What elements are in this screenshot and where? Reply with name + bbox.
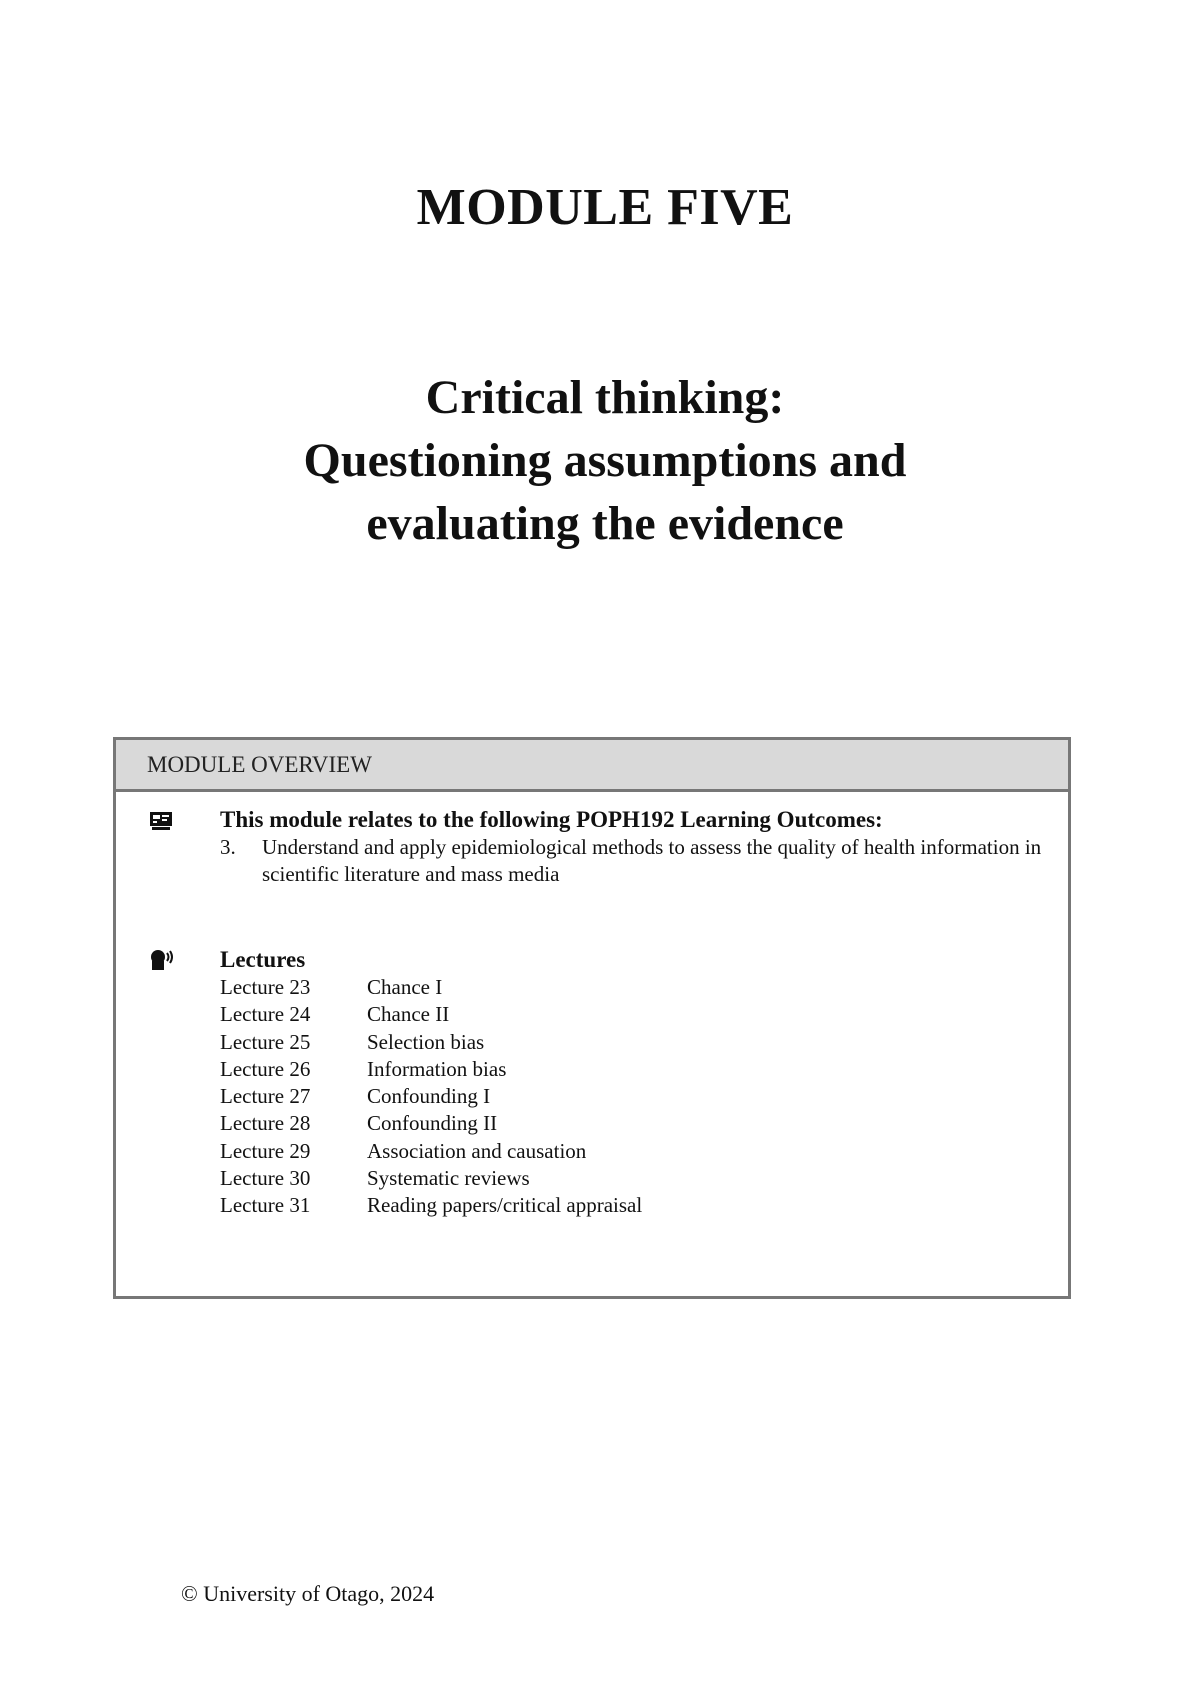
lecture-topic: Selection bias bbox=[367, 1029, 485, 1054]
module-overview-box bbox=[113, 737, 1071, 1299]
lecture-topic: Chance II bbox=[367, 1002, 450, 1027]
lecture-number: Lecture 30 bbox=[220, 1166, 311, 1191]
module-overview-header: MODULE OVERVIEW bbox=[116, 740, 1068, 792]
lecture-number: Lecture 28 bbox=[220, 1111, 311, 1136]
lecture-row bbox=[220, 1029, 1048, 1056]
lecture-topic: Confounding II bbox=[367, 1111, 498, 1136]
lecture-number: Lecture 29 bbox=[220, 1138, 311, 1163]
learning-outcome-text: Understand and apply epidemiological methods to assess the quality of health information in scientific literature and mass media bbox=[262, 835, 1042, 886]
lecture-topic: Chance I bbox=[367, 975, 443, 999]
lecture-topic: Reading papers/critical appraisal bbox=[367, 1193, 643, 1218]
lecture-number: Lecture 31 bbox=[220, 1193, 311, 1218]
lecture-number: Lecture 25 bbox=[220, 1029, 311, 1054]
lecture-row bbox=[220, 1165, 1048, 1192]
copyright-footer: © University of Otago, 2024 bbox=[181, 1581, 435, 1606]
module-heading: MODULE FIVE bbox=[416, 179, 794, 236]
lecture-topic: Confounding I bbox=[367, 1084, 491, 1109]
lecture-list bbox=[220, 974, 1048, 1220]
lecture-row bbox=[220, 1001, 1048, 1028]
speaker-icon bbox=[149, 949, 173, 969]
lecture-row bbox=[220, 974, 1048, 1001]
lectures-heading: Lectures bbox=[220, 947, 306, 972]
lectures-body bbox=[220, 946, 1048, 1220]
learning-outcome-number: 3. bbox=[220, 835, 236, 859]
lecture-number: Lecture 23 bbox=[220, 975, 311, 999]
lecture-row bbox=[220, 1110, 1048, 1137]
lecture-topic: Systematic reviews bbox=[367, 1166, 530, 1191]
lecture-number: Lecture 27 bbox=[220, 1084, 311, 1109]
lecture-topic: Information bias bbox=[367, 1056, 507, 1081]
lecture-topic: Association and causation bbox=[367, 1138, 587, 1163]
learning-outcomes-body bbox=[220, 806, 1048, 888]
lecture-number: Lecture 26 bbox=[220, 1056, 311, 1081]
module-title bbox=[0, 366, 1200, 555]
learning-outcome-item bbox=[220, 834, 1048, 888]
lecture-row bbox=[220, 1083, 1048, 1110]
module-title-line: evaluating the evidence bbox=[366, 497, 844, 550]
lecture-row bbox=[220, 1138, 1048, 1165]
lecture-row bbox=[220, 1192, 1048, 1219]
learning-outcomes-heading: This module relates to the following POPH192 Learning Outcomes: bbox=[220, 807, 883, 832]
module-title-line: Critical thinking: bbox=[425, 371, 785, 424]
lecture-number: Lecture 24 bbox=[220, 1002, 311, 1027]
module-title-line: Questioning assumptions and bbox=[303, 434, 907, 487]
lecture-row bbox=[220, 1056, 1048, 1083]
computer-icon bbox=[149, 811, 173, 831]
